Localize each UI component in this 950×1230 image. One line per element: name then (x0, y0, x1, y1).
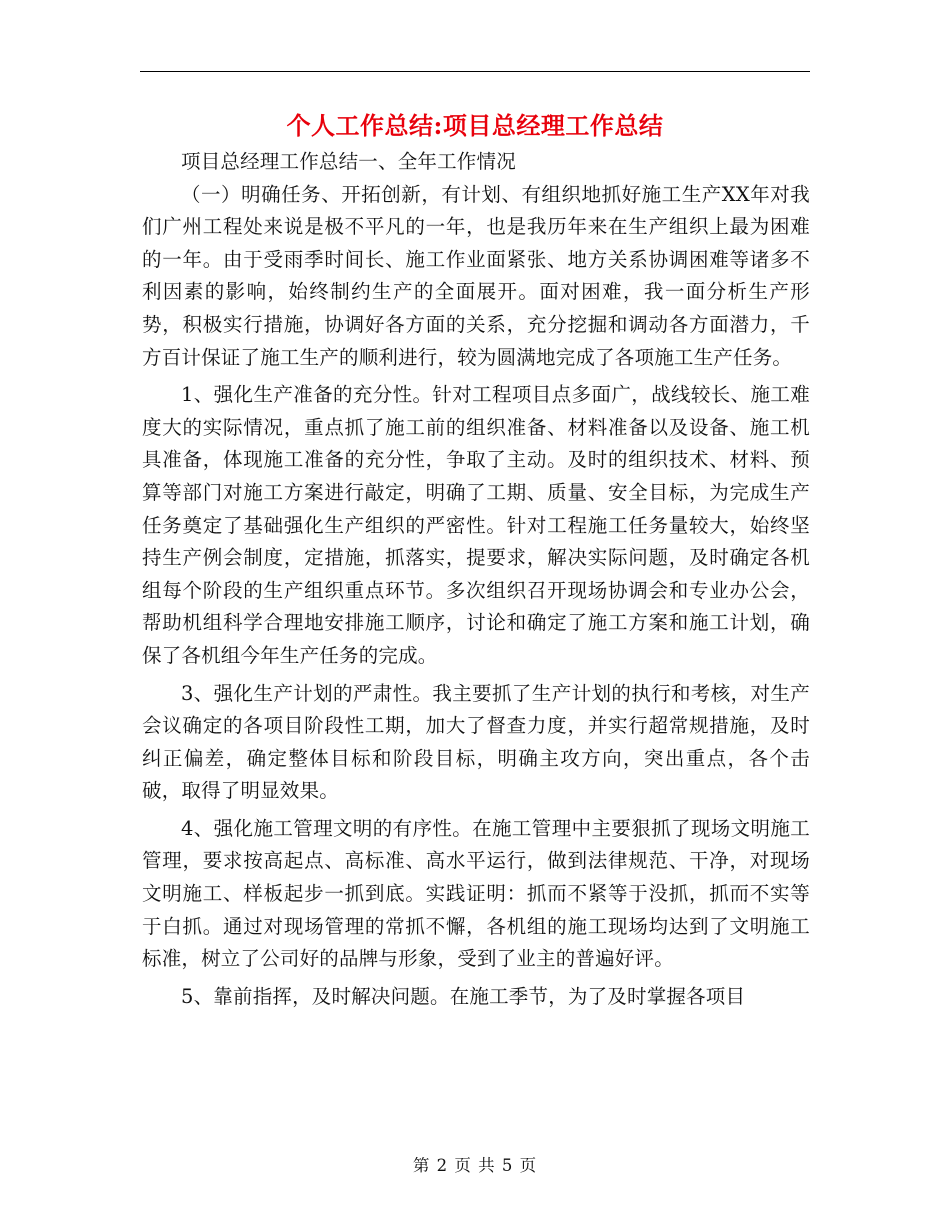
page-number: 第 2 页 共 5 页 (412, 1156, 538, 1175)
body-paragraph: 5、靠前指挥，及时解决问题。在施工季节，为了及时掌握各项目 (181, 984, 746, 1008)
page-footer (0, 1152, 950, 1176)
document-body (142, 146, 810, 1018)
document-title: 个人工作总结:项目总经理工作总结 (286, 111, 664, 140)
header-rule (140, 71, 810, 72)
body-paragraph: 4、强化施工管理文明的有序性。在施工管理中主要狠抓了现场文明施工管理，要求按高起点、高标准、高水平运行，做到法律规范、干净，对现场文明施工、样板起步一抓到底。实践证明：抓而不紧等于没抓，抓而不实等于白抓。通过对现场管理的常抓不懈，各机组的施工现场均达到了文明施工标准，树立了公司好的品牌与形象，受到了业主的普遍好评。 (142, 816, 810, 971)
body-paragraph: 1、强化生产准备的充分性。针对工程项目点多面广，战线较长、施工难度大的实际情况，重点抓了施工前的组织准备、材料准备以及设备、施工机具准备，体现施工准备的充分性，争取了主动。及时的组织技术、材料、预算等部门对施工方案进行敲定，明确了工期、质量、安全目标，为完成生产任务奠定了基础强化生产组织的严密性。针对工程施工任务量较大，始终坚持生产例会制度，定措施，抓落实，提要求，解决实际问题，及时确定各机组每个阶段的生产组织重点环节。多次组织召开现场协调会和专业办公会，帮助机组科学合理地安排施工顺序，讨论和确定了施工方案和施工计划，确保了各机组今年生产任务的完成。 (142, 383, 810, 667)
body-paragraph: 3、强化生产计划的严肃性。我主要抓了生产计划的执行和考核，对生产会议确定的各项目阶段性工期，加大了督查力度，并实行超常规措施，及时纠正偏差，确定整体目标和阶段目标，明确主攻方向，突出重点，各个击破，取得了明显效果。 (142, 681, 810, 803)
body-paragraph: 项目总经理工作总结一、全年工作情况 (181, 150, 516, 173)
body-paragraph: （一）明确任务、开拓创新，有计划、有组织地抓好施工生产XX年对我们广州工程处来说是极不平凡的一年，也是我历年来在生产组织上最为困难的一年。由于受雨季时间长、施工作业面紧张、地方关系协调困难等诸多不利因素的影响，始终制约生产的全面展开。面对困难，我一面分析生产形势，积极实行措施，协调好各方面的关系，充分挖掘和调动各方面潜力，千方百计保证了施工生产的顺利进行，较为圆满地完成了各项施工生产任务。 (142, 182, 810, 369)
